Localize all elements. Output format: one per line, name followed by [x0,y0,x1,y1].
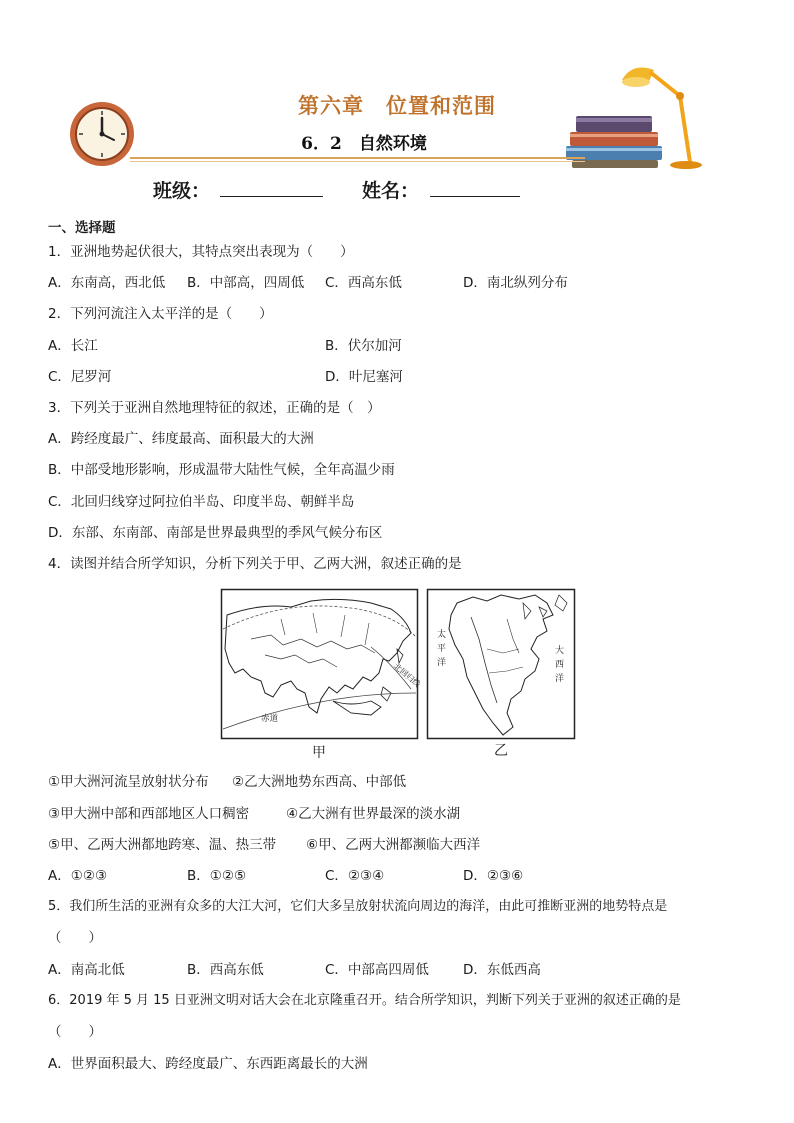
chapter-title: 第六章 位置和范围 [298,93,496,118]
q4-option-a[interactable]: A．①②③ [48,868,108,884]
q3-option-c[interactable]: C．北回归线穿过阿拉伯半岛、印度半岛、朝鲜半岛 [48,494,355,510]
q2-option-c[interactable]: C．尼罗河 [48,369,112,385]
q5-option-c[interactable]: C．中部高四周低 [325,962,429,978]
q6-option-a[interactable]: A．世界面积最大、跨经度最广、东西距离最长的大洲 [48,1056,368,1072]
q6-stem: 6．2019 年 5 月 15 日亚洲文明对话大会在北京隆重召开。结合所学知识，判断下列关于亚洲的叙述正确的是 [48,993,681,1008]
q3-option-a[interactable]: A．跨经度最广、纬度最高、面积最大的大洲 [48,431,314,447]
q1-stem: 1．亚洲地势起伏很大，其特点突出表现为（ ） [48,244,354,260]
map-caption-jia: 甲 [312,745,326,761]
pacific-label-3: 洋 [437,658,447,668]
class-label: 班级： [153,180,211,202]
q2-stem: 2．下列河流注入太平洋的是（ ） [48,306,273,322]
asia-map [221,589,423,739]
q2-option-d[interactable]: D．叶尼塞河 [325,369,403,385]
q3-stem: 3．下列关于亚洲自然地理特征的叙述，正确的是（ ） [48,400,381,416]
q5-stem: 5．我们所生活的亚洲有众多的大江大河，它们大多呈放射状流向周边的海洋，由此可推断亚洲的地势特点是 [48,899,668,914]
q5-option-b[interactable]: B．西高东低 [187,962,264,978]
atlantic-label-3: 洋 [555,674,565,684]
q4-statement-6: ⑥甲、乙两大洲都濒临大西洋 [306,837,481,853]
tropic-label: 北回归线 [391,661,423,690]
q5-option-a[interactable]: A．南高北低 [48,962,125,978]
north-america-map [427,589,575,739]
q1-option-c[interactable]: C．西高东低 [325,275,402,291]
atlantic-label-2: 西 [555,660,565,670]
q4-statement-2: ②乙大洲地势东西高、中部低 [232,774,407,790]
q4-option-d[interactable]: D．②③⑥ [463,868,524,884]
atlantic-label-1: 大 [555,646,565,656]
equator-label: 赤道 [261,714,279,724]
q3-option-b[interactable]: B．中部受地形影响，形成温带大陆性气候，全年高温少雨 [48,462,395,478]
q4-statement-4: ④乙大洲有世界最深的淡水湖 [286,806,461,822]
q5-stem-cont: （ ） [48,930,102,946]
section-title: 6．2 自然环境 [301,134,427,154]
map-caption-yi: 乙 [494,743,508,759]
q6-stem-cont: （ ） [48,1024,102,1040]
pacific-label-2: 平 [437,644,447,654]
q1-option-b[interactable]: B．中部高，四周低 [187,275,305,291]
q4-statement-1: ①甲大洲河流呈放射状分布 [48,774,209,790]
q4-stem: 4．读图并结合所学知识，分析下列关于甲、乙两大洲，叙述正确的是 [48,556,462,572]
q5-option-d[interactable]: D．东低西高 [463,962,541,978]
q3-option-d[interactable]: D．东部、东南部、南部是世界最典型的季风气候分布区 [48,525,383,541]
q4-option-c[interactable]: C．②③④ [325,868,385,884]
name-blank[interactable] [430,196,520,197]
header-rule [130,157,585,159]
q4-statement-3: ③甲大洲中部和西部地区人口稠密 [48,806,250,822]
class-blank[interactable] [220,196,323,197]
pacific-label-1: 太 [437,630,447,640]
q4-statement-5: ⑤甲、乙两大洲都地跨寒、温、热三带 [48,837,277,853]
q2-option-a[interactable]: A．长江 [48,338,98,354]
q1-option-a[interactable]: A．东南高，西北低 [48,275,166,291]
q4-option-b[interactable]: B．①②⑤ [187,868,247,884]
q1-option-d[interactable]: D．南北纵列分布 [463,275,568,291]
section-heading: 一、选择题 [48,220,116,236]
name-label: 姓名： [362,180,420,202]
q2-option-b[interactable]: B．伏尔加河 [325,338,402,354]
header-rule-thin [130,161,585,162]
